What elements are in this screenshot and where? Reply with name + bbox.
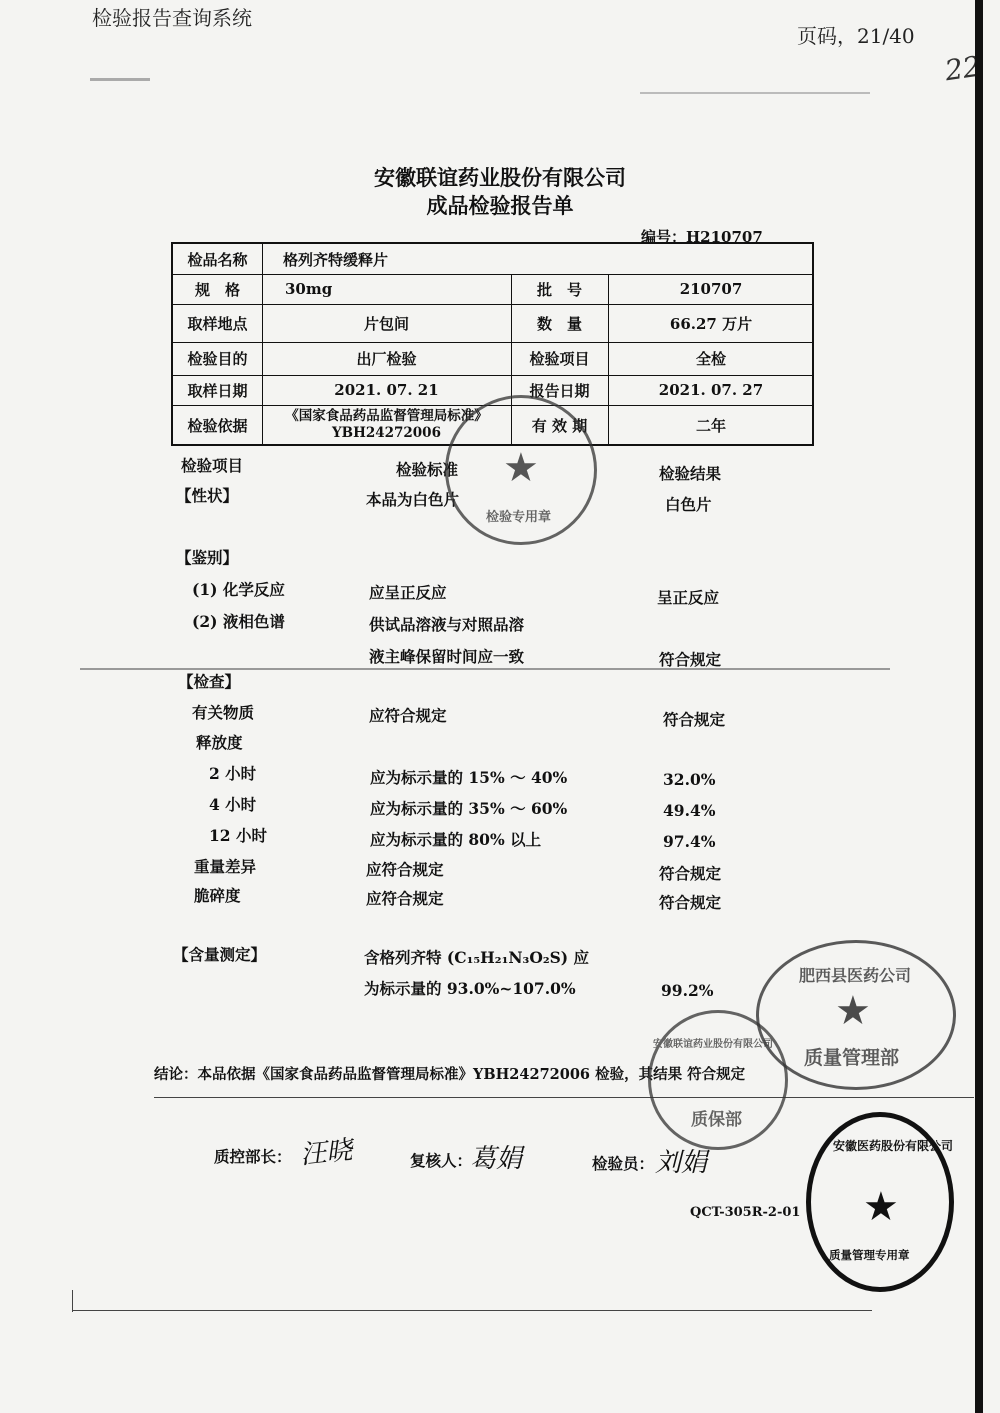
weight-variation-name: 重量差异 bbox=[194, 857, 257, 876]
star-icon: ★ bbox=[863, 1184, 899, 1230]
medical-company-stamp-text: 安徽医药股份有限公司 bbox=[833, 1139, 954, 1153]
sampling-place-label: 取样地点 bbox=[187, 314, 248, 333]
related-substances-standard: 应符合规定 bbox=[369, 706, 447, 725]
document-title: 成品检验报告单 bbox=[426, 193, 574, 218]
release-name: 释放度 bbox=[196, 733, 243, 752]
page-number: 页码，21/40 bbox=[797, 24, 915, 48]
scan-artifact-line bbox=[640, 92, 870, 94]
medical-company-stamp bbox=[806, 1112, 954, 1292]
company-qa-stamp bbox=[648, 1010, 788, 1150]
release-2h-standard: 应为标示量的 15% ～ 40% bbox=[370, 768, 568, 787]
reviewer-label: 复核人： bbox=[410, 1151, 473, 1170]
release-4h-result: 49.4% bbox=[663, 801, 716, 820]
sampling-place: 片包间 bbox=[363, 314, 409, 333]
hplc-standard-line1: 供试品溶液与对照品溶 bbox=[369, 615, 525, 634]
report-code: 编号：H210707 bbox=[641, 228, 763, 246]
validity-label: 有 效 期 bbox=[531, 416, 588, 435]
product-name-label: 检品名称 bbox=[187, 250, 248, 269]
company-qa-stamp-top: 安徽联谊药业股份有限公司 bbox=[653, 1039, 773, 1050]
inspector-signature: 刘娟 bbox=[655, 1148, 708, 1178]
sampling-date-label: 取样日期 bbox=[187, 381, 248, 400]
assay-result: 99.2% bbox=[661, 981, 714, 1000]
basis-line1: 《国家食品药品监督管理局标准》 bbox=[285, 408, 488, 424]
product-name: 格列齐特缓释片 bbox=[283, 250, 389, 269]
section-identification: 【鉴别】 bbox=[176, 548, 239, 567]
scan-artifact-line bbox=[90, 78, 150, 81]
sampling-date: 2021. 07. 21 bbox=[334, 381, 439, 399]
star-icon: ★ bbox=[503, 445, 539, 491]
section-assay: 【含量测定】 bbox=[173, 945, 267, 964]
release-4h-name: 4 小时 bbox=[209, 795, 257, 814]
column-item: 检验项目 bbox=[181, 456, 244, 475]
chem-reaction-result: 呈正反应 bbox=[657, 588, 720, 607]
release-2h-result: 32.0% bbox=[663, 770, 716, 789]
batch-label: 批 号 bbox=[536, 280, 582, 299]
test-items-value: 全检 bbox=[695, 350, 726, 368]
conclusion: 结论：本品依据《国家食品药品监督管理局标准》YBH24272006 检验，其结果 符合规定 bbox=[154, 1066, 746, 1083]
report-date-label: 报告日期 bbox=[529, 381, 590, 400]
page-left-tick bbox=[72, 1290, 73, 1312]
reviewer-signature: 葛娟 bbox=[470, 1144, 523, 1174]
friability-standard: 应符合规定 bbox=[366, 889, 444, 908]
chem-reaction-name: (1) 化学反应 bbox=[192, 580, 285, 599]
hplc-standard-line2: 液主峰保留时间应一致 bbox=[369, 647, 525, 666]
quality-dept-stamp-text: 质量管理部 bbox=[804, 1047, 900, 1069]
purpose-label: 检验目的 bbox=[187, 350, 248, 368]
section-inspection: 【检查】 bbox=[178, 672, 241, 691]
purpose-value: 出厂检验 bbox=[356, 350, 417, 368]
scan-right-edge bbox=[975, 0, 983, 1413]
related-substances-name: 有关物质 bbox=[192, 703, 255, 722]
column-result: 检验结果 bbox=[659, 464, 722, 483]
validity-value: 二年 bbox=[695, 416, 726, 435]
report-date: 2021. 07. 27 bbox=[658, 381, 764, 399]
chem-reaction-standard: 应呈正反应 bbox=[369, 583, 447, 602]
appearance-standard: 本品为白色片 bbox=[366, 490, 460, 509]
friability-name: 脆碎度 bbox=[194, 886, 241, 905]
release-12h-standard: 应为标示量的 80% 以上 bbox=[370, 830, 542, 849]
company-name: 安徽联谊药业股份有限公司 bbox=[374, 165, 626, 190]
inspection-stamp bbox=[445, 395, 597, 545]
system-title: 检验报告查询系统 bbox=[92, 6, 252, 30]
spec-value: 30mg bbox=[285, 280, 333, 298]
release-2h-name: 2 小时 bbox=[209, 764, 257, 783]
weight-variation-standard: 应符合规定 bbox=[366, 860, 444, 879]
basis-label: 检验依据 bbox=[187, 416, 248, 435]
spec-label: 规 格 bbox=[194, 280, 240, 299]
inspector-label: 检验员： bbox=[592, 1154, 655, 1173]
qc-head-label: 质控部长： bbox=[214, 1147, 292, 1166]
qc-head-signature: 汪晓 bbox=[298, 1135, 354, 1171]
batch-value: 210707 bbox=[679, 280, 743, 298]
appearance-result: 白色片 bbox=[665, 495, 712, 514]
column-standard: 检验标准 bbox=[396, 460, 459, 479]
friability-result: 符合规定 bbox=[659, 893, 722, 912]
conclusion-underline bbox=[154, 1097, 974, 1098]
handwritten-page-mark: 22 bbox=[942, 49, 983, 88]
form-code: QCT-305R-2-01 bbox=[690, 1205, 801, 1220]
page-bottom-line bbox=[72, 1310, 872, 1311]
weight-variation-result: 符合规定 bbox=[659, 864, 722, 883]
inspection-stamp-text: 检验专用章 bbox=[486, 510, 552, 525]
company-qa-stamp-bottom: 质保部 bbox=[691, 1110, 742, 1130]
test-items-label: 检验项目 bbox=[529, 350, 590, 368]
related-substances-result: 符合规定 bbox=[663, 710, 726, 729]
release-12h-name: 12 小时 bbox=[209, 826, 267, 845]
quantity-label: 数 量 bbox=[536, 314, 582, 333]
county-company-stamp-text: 肥西县医药公司 bbox=[799, 966, 912, 985]
assay-standard-line2: 为标示量的 93.0%~107.0% bbox=[364, 979, 576, 998]
section-appearance: 【性状】 bbox=[176, 486, 239, 505]
star-icon: ★ bbox=[835, 988, 871, 1034]
hplc-name: (2) 液相色谱 bbox=[192, 612, 285, 631]
quantity-value: 66.27 万片 bbox=[669, 314, 753, 333]
medical-company-stamp-sub: 质量管理专用章 bbox=[829, 1248, 910, 1262]
release-4h-standard: 应为标示量的 35% ～ 60% bbox=[370, 799, 568, 818]
assay-standard-line1: 含格列齐特 (C₁₅H₂₁N₃O₂S) 应 bbox=[364, 948, 590, 967]
basis-line2: YBH24272006 bbox=[332, 425, 441, 441]
release-12h-result: 97.4% bbox=[663, 832, 716, 851]
hplc-result: 符合规定 bbox=[659, 650, 722, 669]
